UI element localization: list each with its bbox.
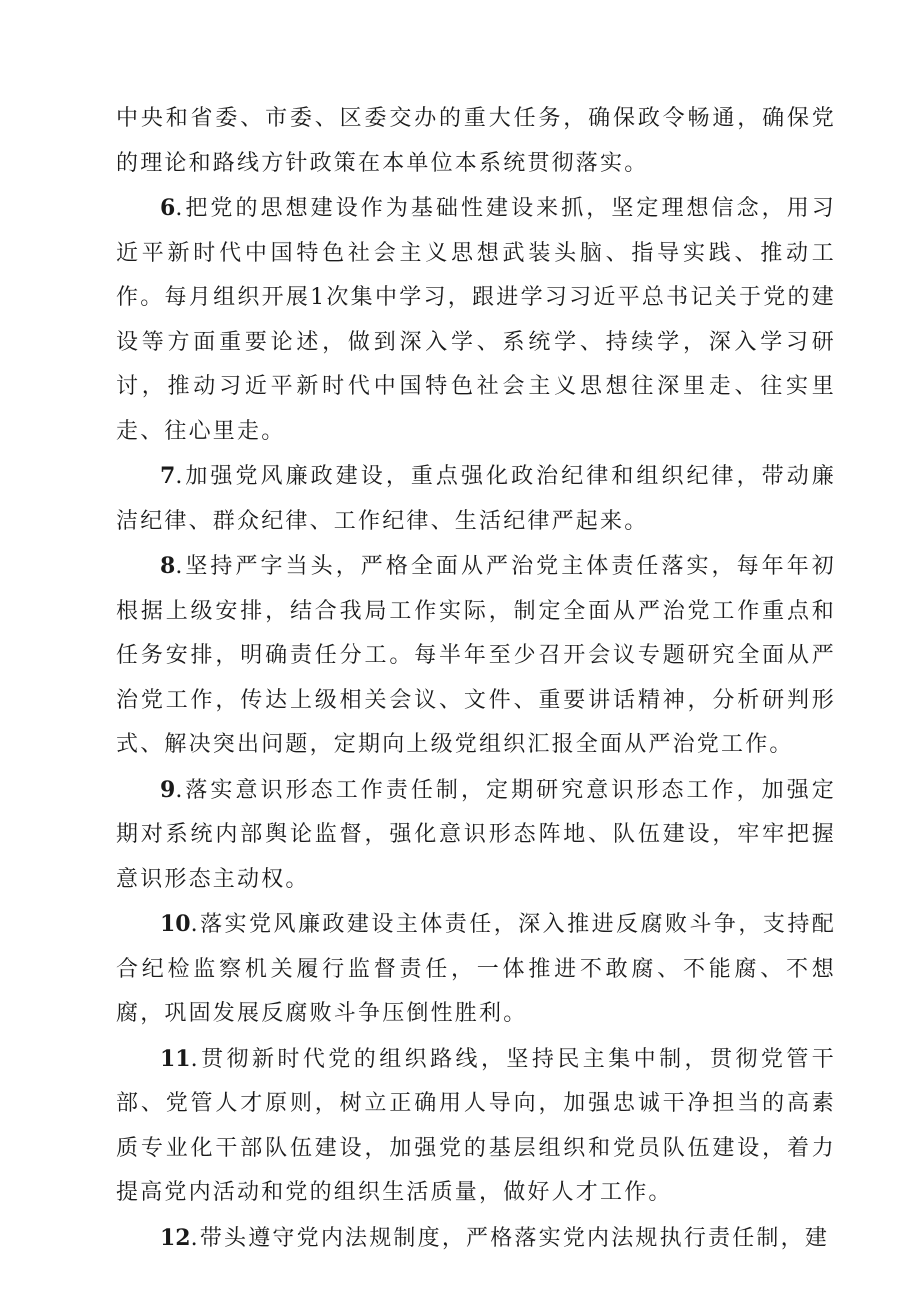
paragraph-item-6 [116, 186, 836, 454]
paragraph-text: .加强党风廉政建设，重点强化政治纪律和组织纪律，带动廉洁纪律、群众纪律、工作纪律、生活纪律严起来。 [116, 464, 836, 534]
paragraph-item-9 [116, 768, 836, 903]
paragraph-text: .落实意识形态工作责任制，定期研究意识形态工作，加强定期对系统内部舆论监督，强化意识形态阵地、队伍建设，牢牢把握意识形态主动权。 [116, 777, 836, 892]
paragraph-text: .贯彻新时代党的组织路线，坚持民主集中制，贯彻党管干部、党管人才原则，树立正确用人导向，加强忠诚干净担当的高素质专业化干部队伍建设，加强党的基层组织和党员队伍建设，着力提高党内活动和党的组织生活质量，做好人才工作。 [116, 1046, 836, 1205]
paragraph-number: 8 [160, 553, 176, 579]
paragraph-item-11 [116, 1037, 836, 1216]
paragraph-number: 7 [160, 463, 176, 489]
paragraph-item-10 [116, 902, 836, 1037]
paragraph-item-8 [116, 544, 836, 768]
paragraph-text: .落实党风廉政建设主体责任，深入推进反腐败斗争，支持配合纪检监察机关履行监督责任，一体推进不敢腐、不能腐、不想腐，巩固发展反腐败斗争压倒性胜利。 [116, 912, 836, 1026]
paragraph-text: .坚持严字当头，严格全面从严治党主体责任落实，每年年初根据上级安排，结合我局工作实际，制定全面从严治党工作重点和任务安排，明确责任分工。每半年至少召开会议专题研究全面从严治党工作，传达上级相关会议、文件、重要讲话精神，分析研判形式、解决突出问题，定期向上级党组织汇报全面从严治党工作。 [116, 554, 836, 757]
paragraph-number: 9 [160, 776, 176, 803]
paragraph-item-7 [116, 454, 836, 544]
paragraph-number: 12 [160, 1224, 191, 1251]
paragraph-text: 中央和省委、市委、区委交办的重大任务，确保政令畅通，确保党的理论和路线方针政策在本单位本系统贯彻落实。 [116, 106, 836, 176]
paragraph-continuation [116, 96, 836, 186]
paragraph-number: 6 [160, 195, 176, 221]
paragraph-number: 11 [160, 1045, 191, 1072]
paragraph-item-12 [116, 1216, 836, 1262]
paragraph-text: .带头遵守党内法规制度，严格落实党内法规执行责任制，建 [190, 1225, 830, 1251]
paragraph-number: 10 [160, 911, 191, 937]
document-page [116, 96, 836, 1261]
paragraph-text: .把党的思想建设作为基础性建设来抓，坚定理想信念，用习近平新时代中国特色社会主义思想武装头脑、指导实践、推动工作。每月组织开展1次集中学习，跟进学习习近平总书记关于党的建设等方面重要论述，做到深入学、系统学、持续学，深入学习研讨，推动习近平新时代中国特色社会主义思想往深里走、往实里走、往心里走。 [116, 196, 836, 444]
